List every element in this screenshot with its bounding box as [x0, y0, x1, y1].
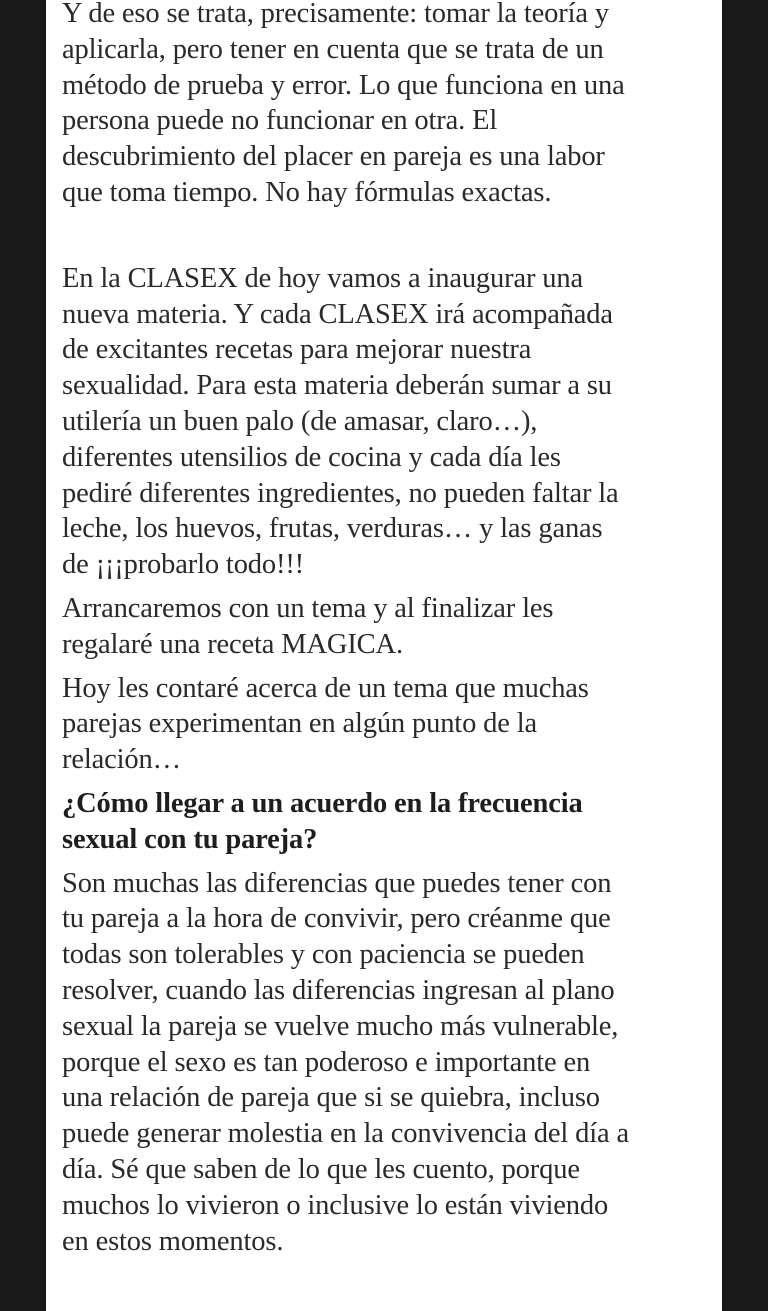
document-page[interactable]	[46, 0, 722, 1311]
paragraph-intro: Y de eso se trata, precisamente: tomar la teoría y aplicarla, pero tener en cuenta que se trata de un método de prueba y error. Lo que funciona en una persona puede no funcionar en otra. El descubrimiento del placer en pareja es una labor que toma tiempo. No hay fórmulas exactas.	[62, 0, 625, 208]
paragraph-receta: Arrancaremos con un tema y al finalizar les regalaré una receta MAGICA.	[62, 592, 554, 660]
article-body	[62, 0, 714, 1259]
paragraph-spacer	[62, 211, 714, 261]
right-dark-border	[722, 0, 768, 1311]
paragraph-diferencias: Son muchas las diferencias que puedes tener con tu pareja a la hora de convivir, pero créanme que todas son tolerables y con paciencia se pueden resolver, cuando las diferencias ingresan al plano sexual la pareja se vuelve mucho más vulnerable, porque el sexo es tan poderoso e importante en una relación de pareja que si se quiebra, incluso puede generar molestia en la convivencia del día a día. Sé que saben de lo que les cuento, porque muchos lo vivieron o inclusive lo están viviendo en estos momentos.	[62, 867, 629, 1257]
paragraph-spacer	[62, 663, 714, 671]
paragraph-spacer	[62, 583, 714, 591]
paragraph-spacer	[62, 858, 714, 866]
paragraph-spacer	[62, 778, 714, 786]
left-dark-border	[0, 0, 46, 1311]
paragraph-tema: Hoy les contaré acerca de un tema que muchas parejas experimentan en algún punto de la relación…	[62, 672, 589, 776]
paragraph-clasex: En la CLASEX de hoy vamos a inaugurar una nueva materia. Y cada CLASEX irá acompañada de excitantes recetas para mejorar nuestra sexualidad. Para esta materia deberán sumar a su utilería un buen palo (de amasar, claro…), diferentes utensilios de cocina y cada día les pediré diferentes ingredientes, no pueden faltar la leche, los huevos, frutas, verduras… y las ganas de ¡¡¡probarlo todo!!!	[62, 262, 619, 581]
section-heading: ¿Cómo llegar a un acuerdo en la frecuencia sexual con tu pareja?	[62, 787, 583, 855]
